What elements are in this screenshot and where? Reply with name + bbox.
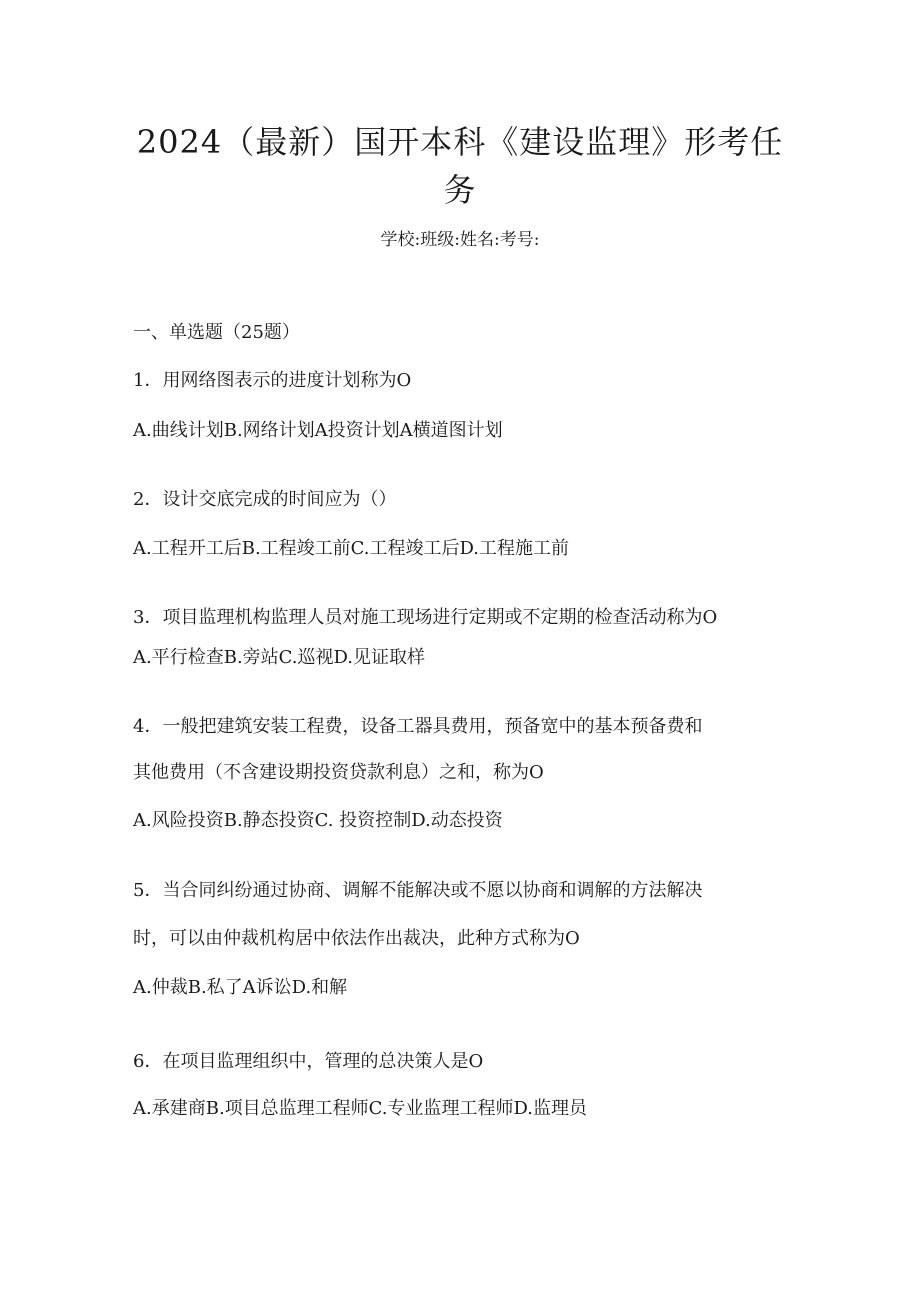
question-1-stem: 1．用网络图表示的进度计划称为O <box>133 370 412 391</box>
student-info-line: 学校:班级:姓名:考号: <box>380 230 540 250</box>
question-4-stem-line-2: 其他费用（不含建设期投资贷款利息）之和，称为O <box>133 762 544 783</box>
question-5-stem-line-1: 5．当合同纠纷通过协商、调解不能解决或不愿以协商和调解的方法解决 <box>133 880 703 901</box>
document-title <box>120 118 800 214</box>
question-2-options: A.工程开工后B.工程竣工前C.工程竣工后D.工程施工前 <box>133 538 570 559</box>
question-4-stem-line-1: 4．一般把建筑安装工程费，设备工器具费用，预备宽中的基本预备费和 <box>133 716 703 737</box>
title-line-2: 务 <box>443 171 477 209</box>
question-4-options: A.风险投资B.静态投资C. 投资控制D.动态投资 <box>133 810 503 831</box>
question-3-stem: 3．项目监理机构监理人员对施工现场进行定期或不定期的检查活动称为O <box>133 607 718 628</box>
question-2-stem: 2．设计交底完成的时间应为（） <box>133 489 397 510</box>
question-5-options: A.仲裁B.私了A诉讼D.和解 <box>133 977 348 998</box>
question-6-options: A.承建商B.项目总监理工程师C.专业监理工程师D.监理员 <box>133 1098 588 1119</box>
question-3-options: A.平行检查B.旁站C.巡视D.见证取样 <box>133 647 426 668</box>
section-heading: 一、单选题（25题） <box>133 322 300 343</box>
title-line-1: 2024（最新）国开本科《建设监理》形考任 <box>136 123 784 161</box>
question-5-stem-line-2: 时，可以由仲裁机构居中依法作出裁决，此种方式称为O <box>133 928 580 949</box>
question-1-options: A.曲线计划B.网络计划A投资计划A横道图计划 <box>133 420 503 441</box>
question-6-stem: 6．在项目监理组织中，管理的总决策人是O <box>133 1051 484 1072</box>
